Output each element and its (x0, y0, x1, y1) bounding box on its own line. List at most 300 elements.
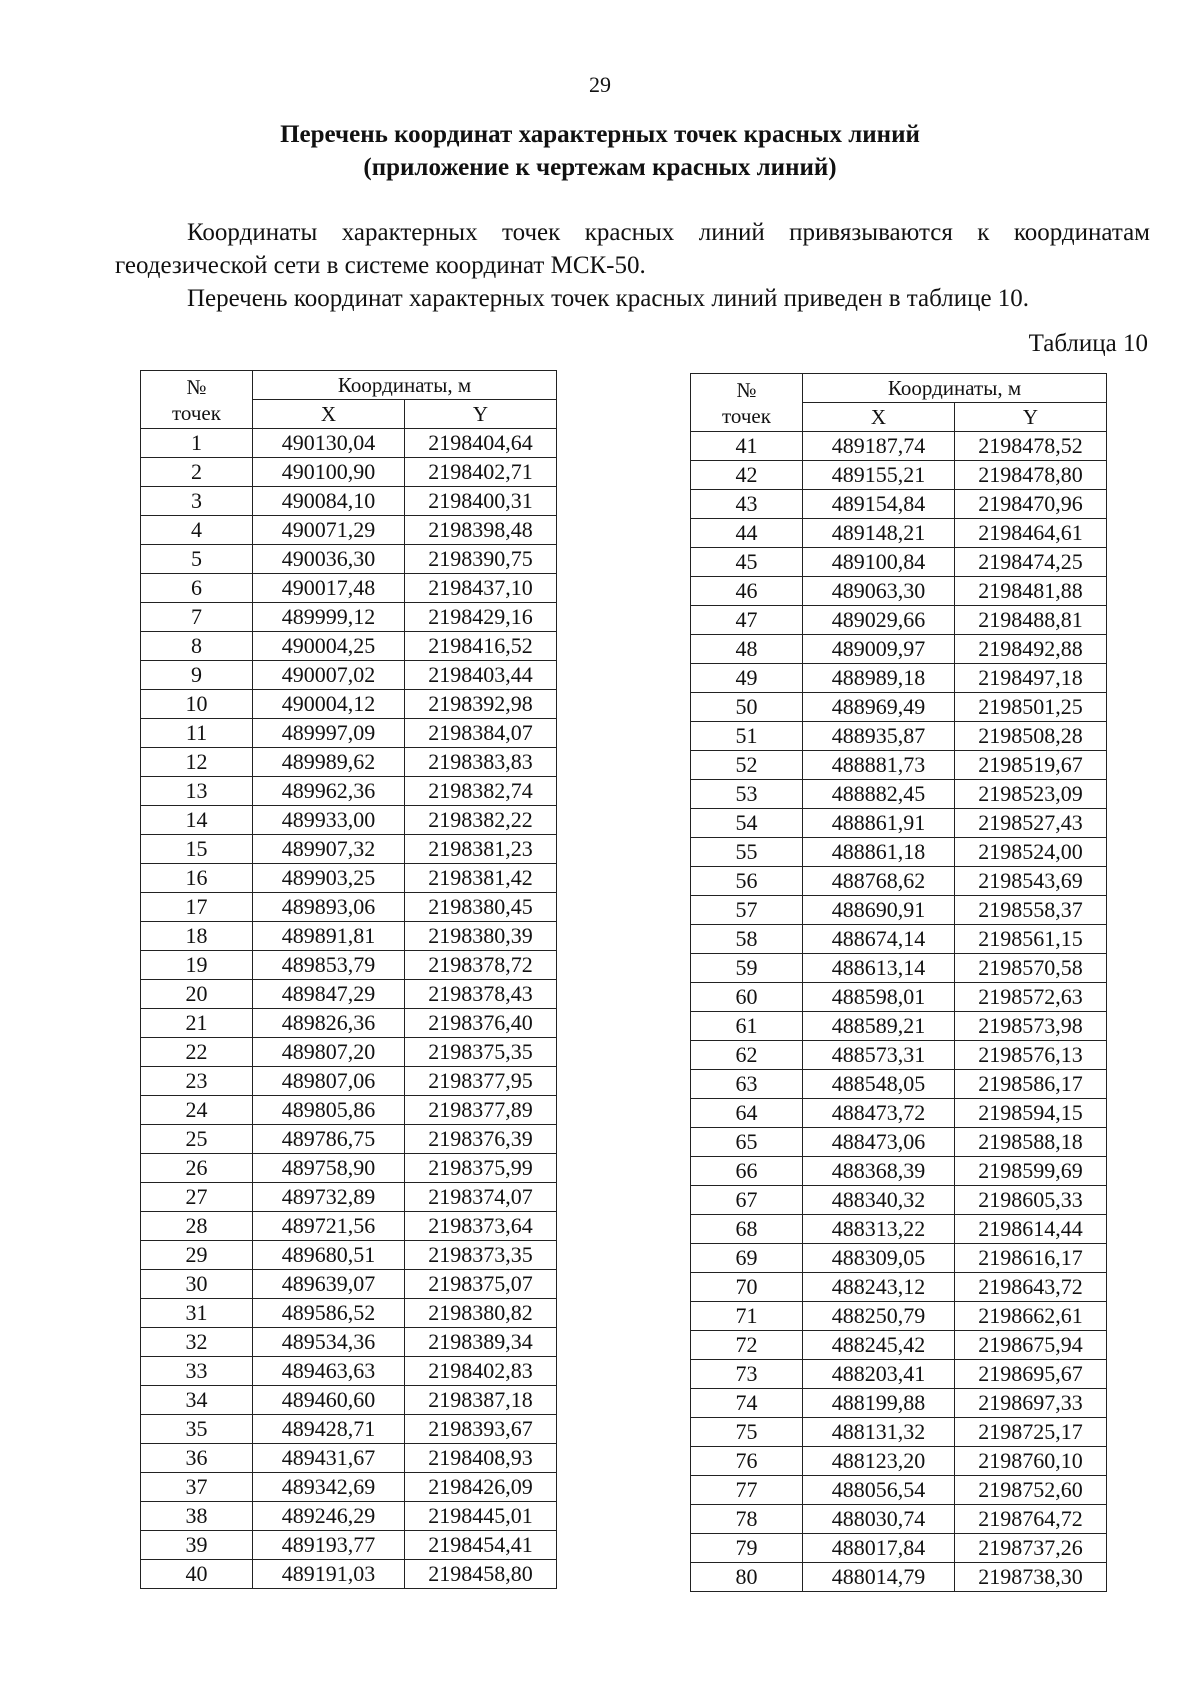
header-coordinates: Координаты, м (253, 371, 557, 400)
cell-point-number: 59 (691, 954, 803, 983)
header-coordinates: Координаты, м (803, 374, 1107, 403)
table-row (141, 574, 557, 603)
cell-y: 2198381,23 (405, 835, 557, 864)
cell-y: 2198437,10 (405, 574, 557, 603)
cell-point-number: 24 (141, 1096, 253, 1125)
table-row (141, 1241, 557, 1270)
table-row (691, 1331, 1107, 1360)
cell-point-number: 20 (141, 980, 253, 1009)
cell-x: 488056,54 (803, 1476, 955, 1505)
table-row (141, 1531, 557, 1560)
cell-x: 488473,06 (803, 1128, 955, 1157)
table-row (141, 835, 557, 864)
cell-x: 488030,74 (803, 1505, 955, 1534)
cell-x: 490100,90 (253, 458, 405, 487)
cell-point-number: 70 (691, 1273, 803, 1302)
cell-point-number: 78 (691, 1505, 803, 1534)
cell-x: 489063,30 (803, 577, 955, 606)
cell-x: 488674,14 (803, 925, 955, 954)
table-row (141, 1473, 557, 1502)
table-row (691, 1563, 1107, 1592)
coordinates-table-left (140, 370, 557, 1589)
cell-point-number: 55 (691, 838, 803, 867)
cell-x: 488548,05 (803, 1070, 955, 1099)
cell-point-number: 68 (691, 1215, 803, 1244)
cell-x: 490004,25 (253, 632, 405, 661)
table-row (691, 606, 1107, 635)
table-row (141, 1328, 557, 1357)
cell-x: 489807,20 (253, 1038, 405, 1067)
cell-point-number: 25 (141, 1125, 253, 1154)
table-body-left (141, 429, 557, 1589)
cell-y: 2198570,58 (955, 954, 1107, 983)
cell-y: 2198458,80 (405, 1560, 557, 1589)
cell-x: 488881,73 (803, 751, 955, 780)
cell-point-number: 47 (691, 606, 803, 635)
cell-x: 489847,29 (253, 980, 405, 1009)
cell-point-number: 26 (141, 1154, 253, 1183)
header-y: Y (955, 403, 1107, 432)
cell-y: 2198599,69 (955, 1157, 1107, 1186)
cell-point-number: 61 (691, 1012, 803, 1041)
cell-x: 489534,36 (253, 1328, 405, 1357)
cell-x: 488989,18 (803, 664, 955, 693)
reference-paragraph: Перечень координат характерных точек красных линий приведен в таблице 10. (187, 285, 1030, 312)
cell-point-number: 35 (141, 1415, 253, 1444)
cell-point-number: 34 (141, 1386, 253, 1415)
cell-point-number: 38 (141, 1502, 253, 1531)
cell-point-number: 1 (141, 429, 253, 458)
cell-x: 488969,49 (803, 693, 955, 722)
cell-point-number: 69 (691, 1244, 803, 1273)
cell-point-number: 6 (141, 574, 253, 603)
table-row (141, 1357, 557, 1386)
cell-point-number: 19 (141, 951, 253, 980)
table-row (691, 809, 1107, 838)
table-row (691, 461, 1107, 490)
cell-y: 2198384,07 (405, 719, 557, 748)
cell-y: 2198523,09 (955, 780, 1107, 809)
table-row (691, 925, 1107, 954)
header-num-sign: № (186, 374, 207, 399)
cell-point-number: 9 (141, 661, 253, 690)
cell-x: 490071,29 (253, 516, 405, 545)
cell-x: 489191,03 (253, 1560, 405, 1589)
cell-y: 2198400,31 (405, 487, 557, 516)
cell-point-number: 23 (141, 1067, 253, 1096)
table-row (691, 751, 1107, 780)
cell-point-number: 8 (141, 632, 253, 661)
table-row (691, 548, 1107, 577)
cell-x: 489029,66 (803, 606, 955, 635)
cell-x: 489009,97 (803, 635, 955, 664)
cell-y: 2198586,17 (955, 1070, 1107, 1099)
cell-point-number: 41 (691, 432, 803, 461)
cell-y: 2198375,99 (405, 1154, 557, 1183)
table-row (691, 519, 1107, 548)
table-row (691, 1070, 1107, 1099)
cell-point-number: 18 (141, 922, 253, 951)
title-line-1: Перечень координат характерных точек красных линий (280, 121, 920, 148)
cell-y: 2198373,35 (405, 1241, 557, 1270)
table-row (691, 1418, 1107, 1447)
table-row (141, 980, 557, 1009)
table-row (691, 1273, 1107, 1302)
cell-point-number: 73 (691, 1360, 803, 1389)
cell-y: 2198492,88 (955, 635, 1107, 664)
cell-point-number: 43 (691, 490, 803, 519)
cell-point-number: 65 (691, 1128, 803, 1157)
cell-y: 2198576,13 (955, 1041, 1107, 1070)
cell-point-number: 28 (141, 1212, 253, 1241)
cell-y: 2198588,18 (955, 1128, 1107, 1157)
cell-point-number: 64 (691, 1099, 803, 1128)
cell-y: 2198383,83 (405, 748, 557, 777)
table-row (141, 1270, 557, 1299)
cell-point-number: 77 (691, 1476, 803, 1505)
cell-point-number: 49 (691, 664, 803, 693)
cell-y: 2198378,72 (405, 951, 557, 980)
cell-x: 489853,79 (253, 951, 405, 980)
table-row (141, 1299, 557, 1328)
cell-point-number: 15 (141, 835, 253, 864)
cell-x: 489680,51 (253, 1241, 405, 1270)
table-row (141, 748, 557, 777)
cell-x: 489721,56 (253, 1212, 405, 1241)
cell-y: 2198519,67 (955, 751, 1107, 780)
cell-x: 489463,63 (253, 1357, 405, 1386)
cell-x: 489805,86 (253, 1096, 405, 1125)
cell-x: 488473,72 (803, 1099, 955, 1128)
cell-point-number: 54 (691, 809, 803, 838)
cell-point-number: 4 (141, 516, 253, 545)
cell-y: 2198662,61 (955, 1302, 1107, 1331)
cell-x: 489155,21 (803, 461, 955, 490)
cell-y: 2198524,00 (955, 838, 1107, 867)
cell-y: 2198478,80 (955, 461, 1107, 490)
table-row (141, 545, 557, 574)
table-row (141, 632, 557, 661)
cell-point-number: 33 (141, 1357, 253, 1386)
cell-y: 2198464,61 (955, 519, 1107, 548)
cell-y: 2198380,39 (405, 922, 557, 951)
cell-x: 488250,79 (803, 1302, 955, 1331)
cell-y: 2198543,69 (955, 867, 1107, 896)
cell-point-number: 12 (141, 748, 253, 777)
cell-y: 2198378,43 (405, 980, 557, 1009)
cell-y: 2198373,64 (405, 1212, 557, 1241)
cell-y: 2198393,67 (405, 1415, 557, 1444)
table-row (141, 1386, 557, 1415)
cell-y: 2198738,30 (955, 1563, 1107, 1592)
table-row (691, 1244, 1107, 1273)
cell-point-number: 75 (691, 1418, 803, 1447)
cell-point-number: 51 (691, 722, 803, 751)
cell-x: 490084,10 (253, 487, 405, 516)
header-x: X (803, 403, 955, 432)
cell-point-number: 66 (691, 1157, 803, 1186)
cell-y: 2198389,34 (405, 1328, 557, 1357)
cell-y: 2198752,60 (955, 1476, 1107, 1505)
cell-y: 2198697,33 (955, 1389, 1107, 1418)
cell-point-number: 72 (691, 1331, 803, 1360)
header-point-number (141, 371, 253, 429)
coordinates-table-right (690, 373, 1107, 1592)
cell-x: 488573,31 (803, 1041, 955, 1070)
cell-x: 488131,32 (803, 1418, 955, 1447)
cell-y: 2198481,88 (955, 577, 1107, 606)
cell-x: 488313,22 (803, 1215, 955, 1244)
cell-x: 488768,62 (803, 867, 955, 896)
cell-x: 489460,60 (253, 1386, 405, 1415)
header-num-label: точек (722, 403, 771, 428)
table-row (141, 951, 557, 980)
cell-x: 489100,84 (803, 548, 955, 577)
cell-y: 2198643,72 (955, 1273, 1107, 1302)
table-row (691, 577, 1107, 606)
cell-point-number: 39 (141, 1531, 253, 1560)
cell-x: 489903,25 (253, 864, 405, 893)
cell-y: 2198675,94 (955, 1331, 1107, 1360)
cell-x: 489428,71 (253, 1415, 405, 1444)
cell-x: 488340,32 (803, 1186, 955, 1215)
cell-x: 489342,69 (253, 1473, 405, 1502)
cell-point-number: 7 (141, 603, 253, 632)
cell-x: 488598,01 (803, 983, 955, 1012)
table-row (141, 487, 557, 516)
cell-x: 488017,84 (803, 1534, 955, 1563)
table-row (691, 1534, 1107, 1563)
cell-y: 2198470,96 (955, 490, 1107, 519)
cell-x: 489246,29 (253, 1502, 405, 1531)
table-row (141, 1502, 557, 1531)
cell-y: 2198572,63 (955, 983, 1107, 1012)
cell-x: 489893,06 (253, 893, 405, 922)
table-row (141, 1212, 557, 1241)
table-row (691, 664, 1107, 693)
table-row (691, 896, 1107, 925)
cell-point-number: 74 (691, 1389, 803, 1418)
table-row (691, 954, 1107, 983)
cell-x: 488245,42 (803, 1331, 955, 1360)
table-row (691, 867, 1107, 896)
table-row (141, 1067, 557, 1096)
table-row (691, 722, 1107, 751)
table-row (691, 1128, 1107, 1157)
cell-y: 2198382,22 (405, 806, 557, 835)
cell-x: 488935,87 (803, 722, 955, 751)
table-row (691, 1476, 1107, 1505)
table-row (691, 1041, 1107, 1070)
cell-point-number: 14 (141, 806, 253, 835)
cell-point-number: 27 (141, 1183, 253, 1212)
cell-x: 490130,04 (253, 429, 405, 458)
cell-x: 490017,48 (253, 574, 405, 603)
cell-y: 2198605,33 (955, 1186, 1107, 1215)
table-row (691, 1447, 1107, 1476)
cell-x: 489807,06 (253, 1067, 405, 1096)
cell-y: 2198478,52 (955, 432, 1107, 461)
table-row (141, 1009, 557, 1038)
cell-x: 490004,12 (253, 690, 405, 719)
cell-point-number: 62 (691, 1041, 803, 1070)
cell-y: 2198561,15 (955, 925, 1107, 954)
cell-x: 489586,52 (253, 1299, 405, 1328)
cell-point-number: 42 (691, 461, 803, 490)
cell-x: 489997,09 (253, 719, 405, 748)
cell-point-number: 11 (141, 719, 253, 748)
cell-point-number: 80 (691, 1563, 803, 1592)
cell-x: 489826,36 (253, 1009, 405, 1038)
cell-x: 488243,12 (803, 1273, 955, 1302)
cell-point-number: 13 (141, 777, 253, 806)
cell-y: 2198390,75 (405, 545, 557, 574)
table-row (141, 1125, 557, 1154)
cell-point-number: 22 (141, 1038, 253, 1067)
cell-x: 489187,74 (803, 432, 955, 461)
cell-y: 2198377,89 (405, 1096, 557, 1125)
table-row (141, 719, 557, 748)
cell-y: 2198403,44 (405, 661, 557, 690)
cell-point-number: 31 (141, 1299, 253, 1328)
table-body-right (691, 432, 1107, 1592)
cell-y: 2198614,44 (955, 1215, 1107, 1244)
cell-y: 2198380,82 (405, 1299, 557, 1328)
table-row (691, 780, 1107, 809)
header-point-number (691, 374, 803, 432)
cell-point-number: 5 (141, 545, 253, 574)
table-row (141, 1154, 557, 1183)
cell-y: 2198527,43 (955, 809, 1107, 838)
table-row (141, 893, 557, 922)
cell-y: 2198760,10 (955, 1447, 1107, 1476)
cell-y: 2198616,17 (955, 1244, 1107, 1273)
cell-y: 2198573,98 (955, 1012, 1107, 1041)
cell-x: 489907,32 (253, 835, 405, 864)
cell-y: 2198429,16 (405, 603, 557, 632)
cell-y: 2198501,25 (955, 693, 1107, 722)
cell-x: 488690,91 (803, 896, 955, 925)
header-num-sign: № (736, 377, 757, 402)
cell-y: 2198725,17 (955, 1418, 1107, 1447)
cell-point-number: 52 (691, 751, 803, 780)
cell-x: 488014,79 (803, 1563, 955, 1592)
cell-point-number: 21 (141, 1009, 253, 1038)
cell-x: 488203,41 (803, 1360, 955, 1389)
cell-x: 488199,88 (803, 1389, 955, 1418)
cell-point-number: 48 (691, 635, 803, 664)
table-row (141, 603, 557, 632)
page-number: 29 (589, 72, 611, 97)
cell-y: 2198392,98 (405, 690, 557, 719)
cell-point-number: 53 (691, 780, 803, 809)
table-row (691, 1215, 1107, 1244)
table-row (141, 922, 557, 951)
cell-y: 2198387,18 (405, 1386, 557, 1415)
cell-x: 488861,91 (803, 809, 955, 838)
cell-x: 489148,21 (803, 519, 955, 548)
cell-y: 2198376,39 (405, 1125, 557, 1154)
cell-point-number: 30 (141, 1270, 253, 1299)
cell-y: 2198764,72 (955, 1505, 1107, 1534)
cell-point-number: 46 (691, 577, 803, 606)
cell-y: 2198375,35 (405, 1038, 557, 1067)
table-row (691, 1012, 1107, 1041)
cell-x: 488613,14 (803, 954, 955, 983)
cell-point-number: 71 (691, 1302, 803, 1331)
cell-y: 2198404,64 (405, 429, 557, 458)
cell-point-number: 3 (141, 487, 253, 516)
table-row (141, 1560, 557, 1589)
table-row (141, 1415, 557, 1444)
table-row (691, 1157, 1107, 1186)
cell-point-number: 10 (141, 690, 253, 719)
table-row (691, 1302, 1107, 1331)
cell-point-number: 76 (691, 1447, 803, 1476)
cell-y: 2198402,83 (405, 1357, 557, 1386)
cell-y: 2198445,01 (405, 1502, 557, 1531)
document-title (0, 118, 1200, 184)
cell-x: 488368,39 (803, 1157, 955, 1186)
table-row (141, 777, 557, 806)
table-row (691, 693, 1107, 722)
cell-point-number: 57 (691, 896, 803, 925)
cell-point-number: 63 (691, 1070, 803, 1099)
cell-y: 2198408,93 (405, 1444, 557, 1473)
cell-y: 2198380,45 (405, 893, 557, 922)
cell-point-number: 32 (141, 1328, 253, 1357)
cell-y: 2198594,15 (955, 1099, 1107, 1128)
cell-y: 2198497,18 (955, 664, 1107, 693)
header-y: Y (405, 400, 557, 429)
table-row (141, 661, 557, 690)
cell-y: 2198374,07 (405, 1183, 557, 1212)
cell-point-number: 56 (691, 867, 803, 896)
table-row (141, 1183, 557, 1212)
cell-x: 488861,18 (803, 838, 955, 867)
cell-y: 2198695,67 (955, 1360, 1107, 1389)
cell-point-number: 79 (691, 1534, 803, 1563)
cell-y: 2198426,09 (405, 1473, 557, 1502)
cell-x: 489154,84 (803, 490, 955, 519)
table-row (141, 864, 557, 893)
cell-y: 2198377,95 (405, 1067, 557, 1096)
cell-y: 2198375,07 (405, 1270, 557, 1299)
table-row (141, 429, 557, 458)
cell-point-number: 2 (141, 458, 253, 487)
cell-point-number: 36 (141, 1444, 253, 1473)
cell-y: 2198474,25 (955, 548, 1107, 577)
cell-x: 488309,05 (803, 1244, 955, 1273)
header-num-label: точек (172, 400, 221, 425)
cell-point-number: 17 (141, 893, 253, 922)
cell-x: 489786,75 (253, 1125, 405, 1154)
cell-point-number: 50 (691, 693, 803, 722)
cell-x: 490036,30 (253, 545, 405, 574)
cell-point-number: 60 (691, 983, 803, 1012)
cell-y: 2198376,40 (405, 1009, 557, 1038)
table-row (691, 432, 1107, 461)
cell-x: 489999,12 (253, 603, 405, 632)
cell-x: 489431,67 (253, 1444, 405, 1473)
cell-y: 2198558,37 (955, 896, 1107, 925)
table-row (691, 983, 1107, 1012)
title-line-2: (приложение к чертежам красных линий) (363, 154, 837, 181)
table-row (691, 635, 1107, 664)
cell-point-number: 45 (691, 548, 803, 577)
cell-y: 2198402,71 (405, 458, 557, 487)
table-row (141, 1444, 557, 1473)
